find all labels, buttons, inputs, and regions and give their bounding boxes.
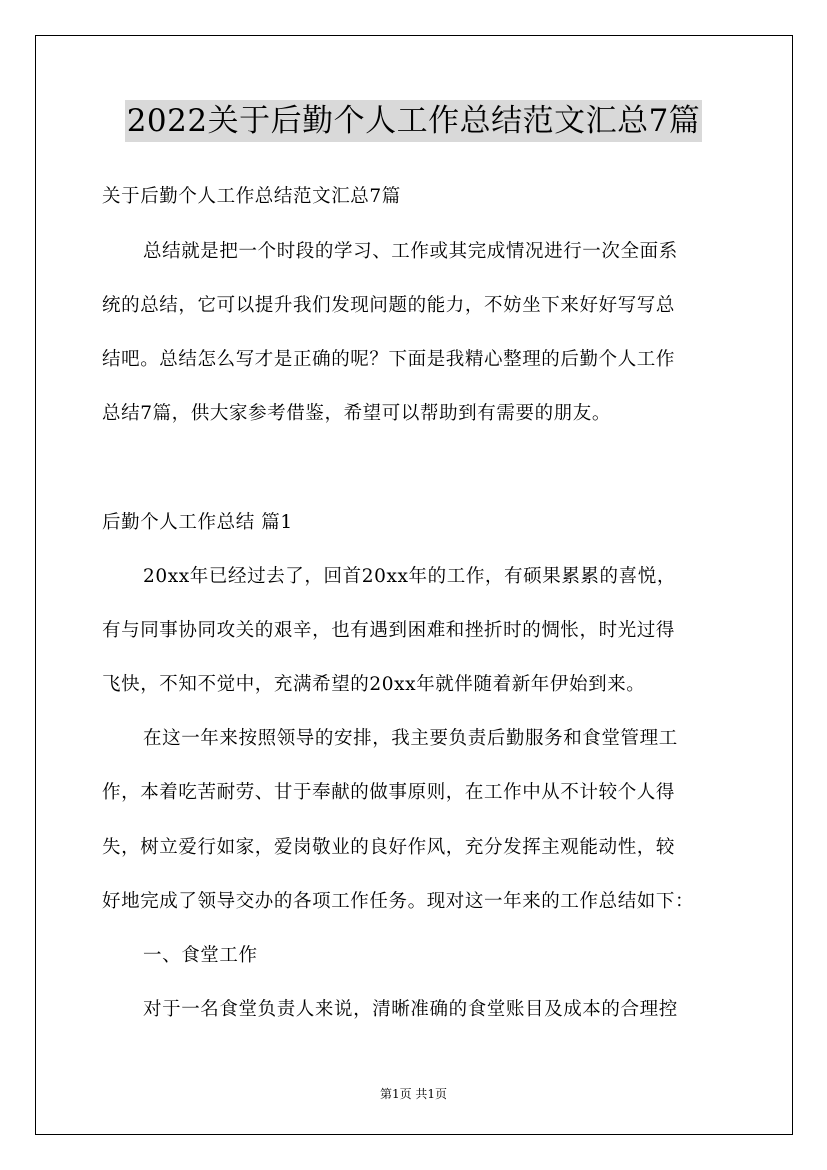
- body-line: 对于一名食堂负责人来说，清晰准确的食堂账目及成本的合理控: [143, 999, 678, 1020]
- body-line: 20xx年已经过去了，回首20xx年的工作，有硕果累累的喜悦，: [143, 566, 676, 587]
- body-line: 总结就是把一个时段的学习、工作或其完成情况进行一次全面系: [143, 241, 678, 262]
- section-heading: 后勤个人工作总结 篇1: [102, 512, 293, 533]
- body-line: 飞快，不知不觉中，充满希望的20xx年就伴随着新年伊始到来。: [102, 674, 646, 695]
- document-title: 2022关于后勤个人工作总结范文汇总7篇: [125, 100, 703, 142]
- body-line: 统的总结，它可以提升我们发现问题的能力，不妨坐下来好好写写总: [102, 295, 676, 316]
- subsection-heading: 一、食堂工作: [143, 945, 258, 966]
- body-line: 作，本着吃苦耐劳、甘于奉献的做事原则，在工作中从不计较个人得: [102, 782, 676, 803]
- title-container: [0, 100, 827, 142]
- body-line: 有与同事协同攻关的艰辛，也有遇到困难和挫折时的惆怅，时光过得: [102, 620, 676, 641]
- page-footer: 第1页 共1页: [379, 1087, 448, 1101]
- body-line: 失，树立爱行如家，爱岗敬业的良好作风，充分发挥主观能动性，较: [102, 837, 676, 858]
- body-line: 好地完成了领导交办的各项工作任务。现对这一年来的工作总结如下：: [102, 891, 695, 912]
- subtitle-line: 关于后勤个人工作总结范文汇总7篇: [102, 186, 401, 207]
- body-line: 在这一年来按照领导的安排，我主要负责后勤服务和食堂管理工: [143, 728, 678, 749]
- body-line: 总结7篇，供大家参考借鉴，希望可以帮助到有需要的朋友。: [102, 403, 611, 424]
- body-line: 结吧。总结怎么写才是正确的呢？下面是我精心整理的后勤个人工作: [102, 349, 676, 370]
